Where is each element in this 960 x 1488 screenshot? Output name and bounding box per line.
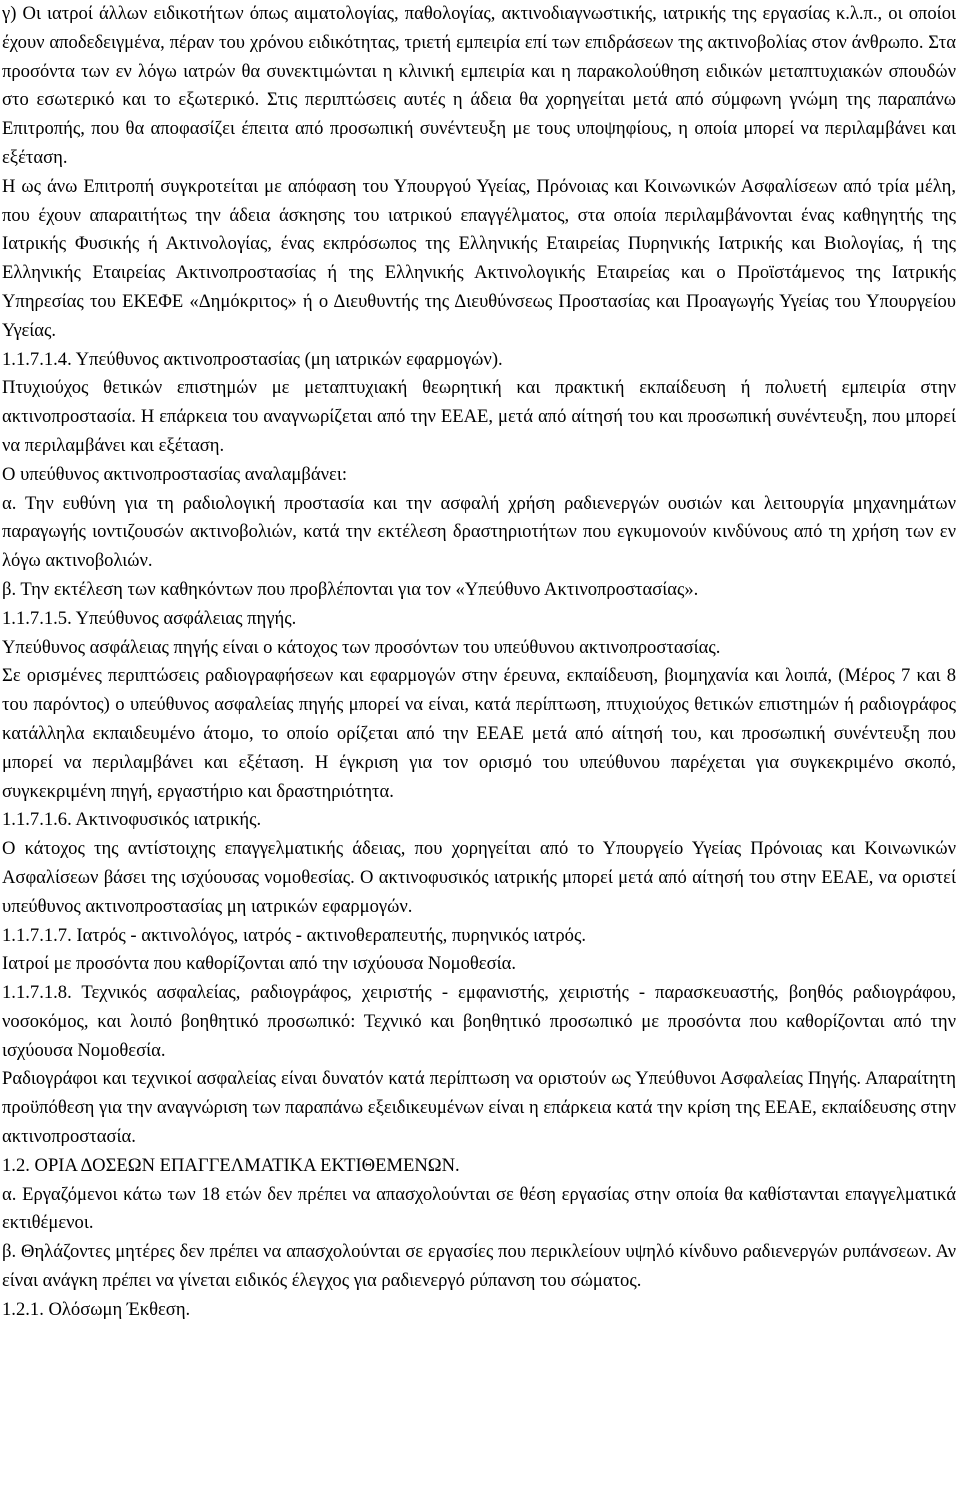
paragraph-rpo-duties-intro: Ο υπεύθυνος ακτινοπροστασίας αναλαμβάνει:	[2, 463, 347, 485]
heading-radiation-protection-officer: 1.1.7.1.4. Υπεύθυνος ακτινοπροστασίας (μη ιατρικών εφαρμογών).	[2, 348, 503, 370]
paragraph-source-safety-cases: Σε ορισμένες περιπτώσεις ραδιογραφήσεων και εφαρμογών στην έρευνα, εκπαίδευση, βιομηχανία και λοιπά, (Μέρος 7 και 8 του παρόντος) ο υπεύθυνος ασφαλείας πηγής μπορεί να είναι, κατά περίπτωση, πτυχιούχος θετικών επιστημών ή ραδιογράφος κατάλληλα εκπαιδευμένο άτομο, το οποίο ορίζεται από την ΕΕΑΕ μετά από αίτησή του, και προσωπική συνέντευξη που μπορεί να περιλαμβάνει και εξέταση. Η έγκριση για τον ορισμό του υπεύθυνου παρέχεται για συγκεκριμένο σκοπό, συγκεκριμένη πηγή, εργαστήριο και δραστηριότητα.	[2, 665, 956, 802]
paragraph-gamma-physicians: γ) Οι ιατροί άλλων ειδικοτήτων όπως αιματολογίας, παθολογίας, ακτινοδιαγνωστικής, ιατρικής της εργασίας κ.λ.π., οι οποίοι έχουν αποδεδειγμένα, πέραν του χρόνου ειδικότητας, τριετή εμπειρία επί των επιδράσεων της ακτινοβολίας στον άνθρωπο. Στα προσόντα των εν λόγω ιατρών θα συνεκτιμώνται η κλινική εμπειρία και η παρακολούθηση ειδικών μεταπτυχιακών σπουδών στο εσωτερικό και το εξωτερικό. Στις περιπτώσεις αυτές η άδεια θα χορηγείται μετά από σύμφωνη γνώμη της παραπάνω Επιτροπής, που θα αποφασίζει έπειτα από προσωπική συνέντευξη με τους υποψηφίους, η οποία μπορεί να περιλαμβάνει και εξέταση.	[2, 3, 956, 168]
paragraph-rpo-qualifications: Πτυχιούχος θετικών επιστημών με μεταπτυχιακή θεωρητική και πρακτική εκπαίδευση ή πολυετή εμπειρία στην ακτινοπροστασία. Η επάρκεια του αναγνωρίζεται από την ΕΕΑΕ, μετά από αίτησή του και προσωπική συνέντευξη, που μπορεί να περιλαμβάνει και εξέταση.	[2, 377, 956, 456]
list-item-alpha-duty: α. Την ευθύνη για τη ραδιολογική προστασία και την ασφαλή χρήση ραδιενεργών ουσιών και λειτουργία μηχανημάτων παραγωγής ιοντιζουσών ακτινοβολιών, κατά την εκτέλεση δραστηριοτήτων που εγκυμονούν κινδύνους από τη χρήση των εν λόγω ακτινοβολιών.	[2, 492, 956, 572]
paragraph-radiologist-qualifications: Ιατροί με προσόντα που καθορίζονται από την ισχύουσα Νομοθεσία.	[2, 953, 517, 975]
list-item-beta-duty: β. Την εκτέλεση των καθηκόντων που προβλέπονται για τον «Υπεύθυνο Ακτινοπροστασίας».	[2, 578, 699, 600]
list-item-beta-nursing-mothers: β. Θηλάζοντες μητέρες δεν πρέπει να απασχολούνται σε εργασίες που περικλείουν υψηλό κίνδυνο ραδιενεργών ρυπάνσεων. Αν είναι ανάγκη πρέπει να γίνεται ειδικός έλεγχος για ραδιενεργό ρύπανση του σώματος.	[2, 1241, 956, 1292]
heading-whole-body-exposure: 1.2.1. Ολόσωμη Έκθεση.	[2, 1298, 191, 1320]
paragraph-radiographers-safety: Ραδιογράφοι και τεχνικοί ασφαλείας είναι δυνατόν κατά περίπτωση να οριστούν ως Υπεύθυνοι Ασφαλείας Πηγής. Απαραίτητη προϋπόθεση για την αναγνώριση των παραπάνω εξειδικευμένων είναι η επάρκεια κατά την κρίση της ΕΕΑΕ, εκπαίδευσης στην ακτινοπροστασία.	[2, 1068, 956, 1148]
paragraph-technical-staff: 1.1.7.1.8. Τεχνικός ασφαλείας, ραδιογράφος, χειριστής - εμφανιστής, χειριστής - παρασκευαστής, βοηθός ραδιογράφου, νοσοκόμος, και λοιπό βοηθητικό προσωπικό: Τεχνικό και βοηθητικό προσωπικό με προσόντα που καθορίζονται από την ισχύουσα Νομοθεσία.	[2, 982, 956, 1061]
heading-source-safety-officer: 1.1.7.1.5. Υπεύθυνος ασφάλειας πηγής.	[2, 607, 297, 629]
paragraph-source-safety-definition: Υπεύθυνος ασφάλειας πηγής είναι ο κάτοχος των προσόντων του υπεύθυνου ακτινοπροστασίας.	[2, 636, 721, 658]
paragraph-committee: Η ως άνω Επιτροπή συγκροτείται με απόφαση του Υπουργού Υγείας, Πρόνοιας και Κοινωνικών Ασφαλίσεων από τρία μέλη, που έχουν απαραιτήτως την άδεια άσκησης του ιατρικού επαγγέλματος, στα οποία περιλαμβάνονται ένας καθηγητής της Ιατρικής Φυσικής ή Ακτινολογίας, ένας εκπρόσωπος της Ελληνικής Εταιρείας Πυρηνικής Ιατρικής και Βιολογίας, ή της Ελληνικής Εταιρείας Ακτινοπροστασίας ή της Ελληνικής Ακτινολογικής Εταιρείας και ο Προϊστάμενος της Ιατρικής Υπηρεσίας του ΕΚΕΦΕ «Δημόκριτος» ή ο Διευθυντής της Διευθύνσεως Προστασίας και Προαγωγής Υγείας του Υπουργείου Υγείας.	[2, 175, 956, 341]
heading-medical-physicist: 1.1.7.1.6. Ακτινοφυσικός ιατρικής.	[2, 809, 262, 831]
list-item-alpha-under-18: α. Εργαζόμενοι κάτω των 18 ετών δεν πρέπει να απασχολούνται σε θέση εργασίας στην οποία θα καθίστανται επαγγελματικά εκτιθέμενοι.	[2, 1183, 956, 1234]
heading-radiologist-physician: 1.1.7.1.7. Ιατρός - ακτινολόγος, ιατρός - ακτινοθεραπευτής, πυρηνικός ιατρός.	[2, 924, 586, 946]
heading-dose-limits: 1.2. ΟΡΙΑ ΔΟΣΕΩΝ ΕΠΑΓΓΕΛΜΑΤΙΚΑ ΕΚΤΙΘΕΜΕΝΩΝ.	[2, 1154, 460, 1176]
paragraph-medical-physicist: Ο κάτοχος της αντίστοιχης επαγγελματικής άδειας, που χορηγείται από το Υπουργείο Υγείας Πρόνοιας και Κοινωνικών Ασφαλίσεων βάσει της ισχύουσας νομοθεσίας. Ο ακτινοφυσικός ιατρικής μπορεί μετά από αίτησή του στην ΕΕΑΕ, να οριστεί υπεύθυνος ακτινοπροστασίας μη ιατρικών εφαρμογών.	[2, 838, 956, 917]
